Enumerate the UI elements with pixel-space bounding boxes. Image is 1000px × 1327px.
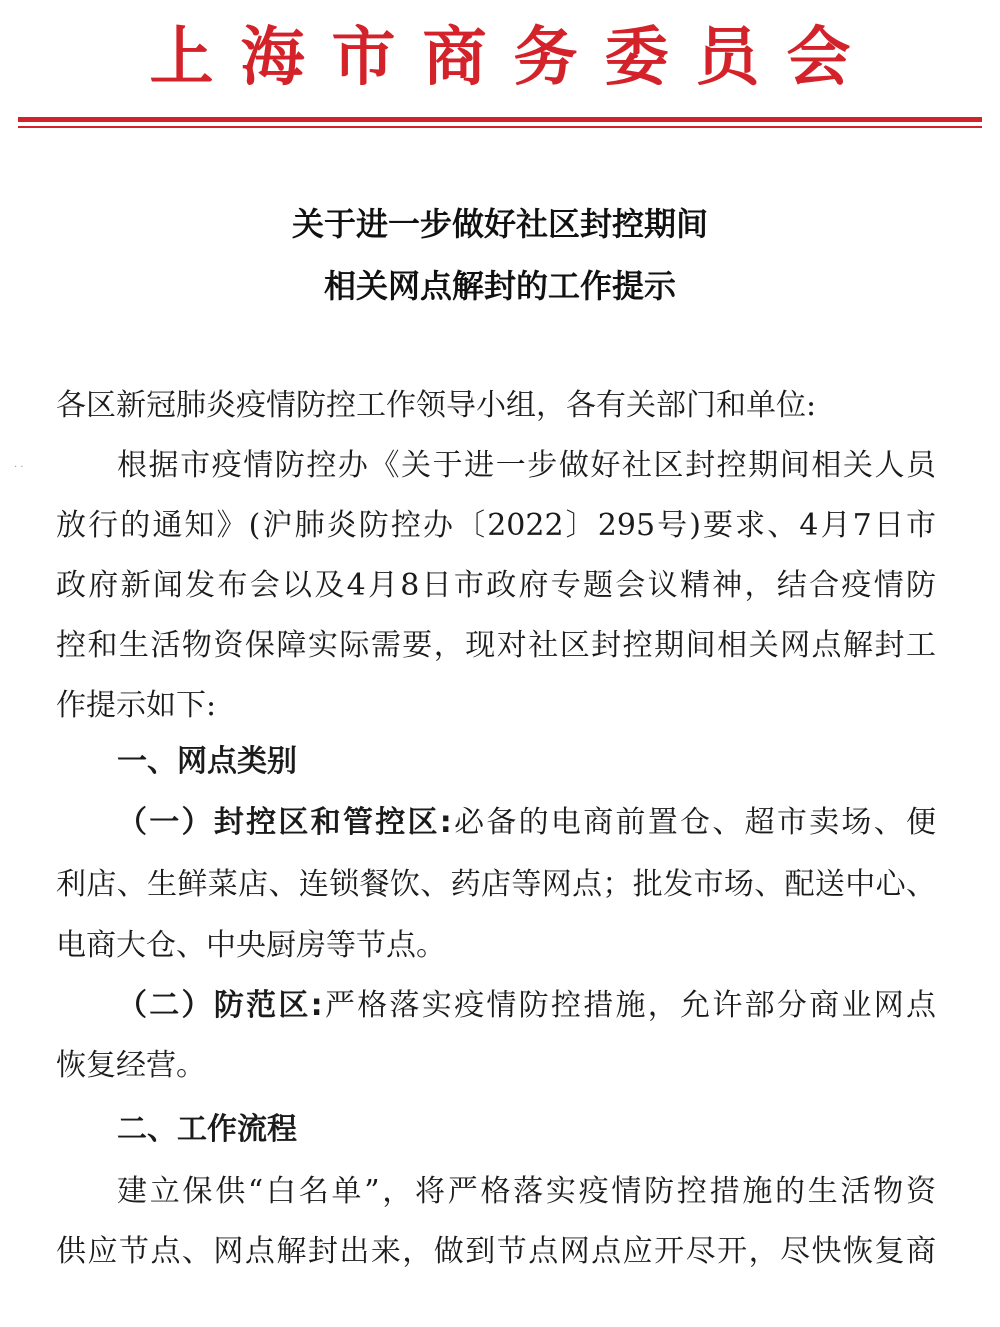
document-title-line-2: 相关网点解封的工作提示 [323, 267, 676, 305]
section-2-line: 建立保供“白名单”，将严格落实疫情防控措施的生活物资 [117, 1174, 936, 1209]
item-1-label: （一）封控区和管控区: [117, 805, 452, 840]
item-2-first-line [117, 986, 936, 1026]
item-1-line: 利店、生鲜菜店、连锁餐饮、药店等网点；批发市场、配送中心、 [56, 867, 936, 902]
section-2-line: 供应节点、网点解封出来，做到节点网点应开尽开，尽快恢复商 [56, 1234, 936, 1269]
item-2-text: 严格落实疫情防控措施，允许部分商业网点 [322, 988, 937, 1023]
item-1-first-line [117, 803, 936, 843]
letterhead-red-rule-thin [18, 126, 982, 128]
section-heading-2: 二、工作流程 [117, 1112, 297, 1147]
scan-speck: · · [14, 462, 24, 473]
item-1-text: 必备的电商前置仓、超市卖场、便 [451, 805, 936, 840]
intro-line: 放行的通知》(沪肺炎防控办〔2022〕295号)要求、4月7日市 [56, 508, 936, 543]
item-2-label: （二）防范区: [117, 988, 323, 1023]
intro-line: 政府新闻发布会以及4月8日市政府专题会议精神，结合疫情防 [56, 568, 936, 603]
letterhead-org-name: 上海市商务委员会 [149, 20, 878, 95]
document-title-line-1: 关于进一步做好社区封控期间 [291, 205, 708, 243]
item-1-line: 电商大仓、中央厨房等节点。 [56, 928, 446, 963]
section-heading-1: 一、网点类别 [117, 744, 297, 779]
intro-line: 根据市疫情防控办《关于进一步做好社区封控期间相关人员 [117, 448, 936, 483]
intro-line: 控和生活物资保障实际需要，现对社区封控期间相关网点解封工 [56, 628, 936, 663]
letterhead-red-rule [18, 117, 982, 122]
item-2-line: 恢复经营。 [56, 1048, 206, 1083]
salutation: 各区新冠肺炎疫情防控工作领导小组，各有关部门和单位: [56, 388, 817, 423]
intro-line: 作提示如下: [56, 688, 217, 723]
